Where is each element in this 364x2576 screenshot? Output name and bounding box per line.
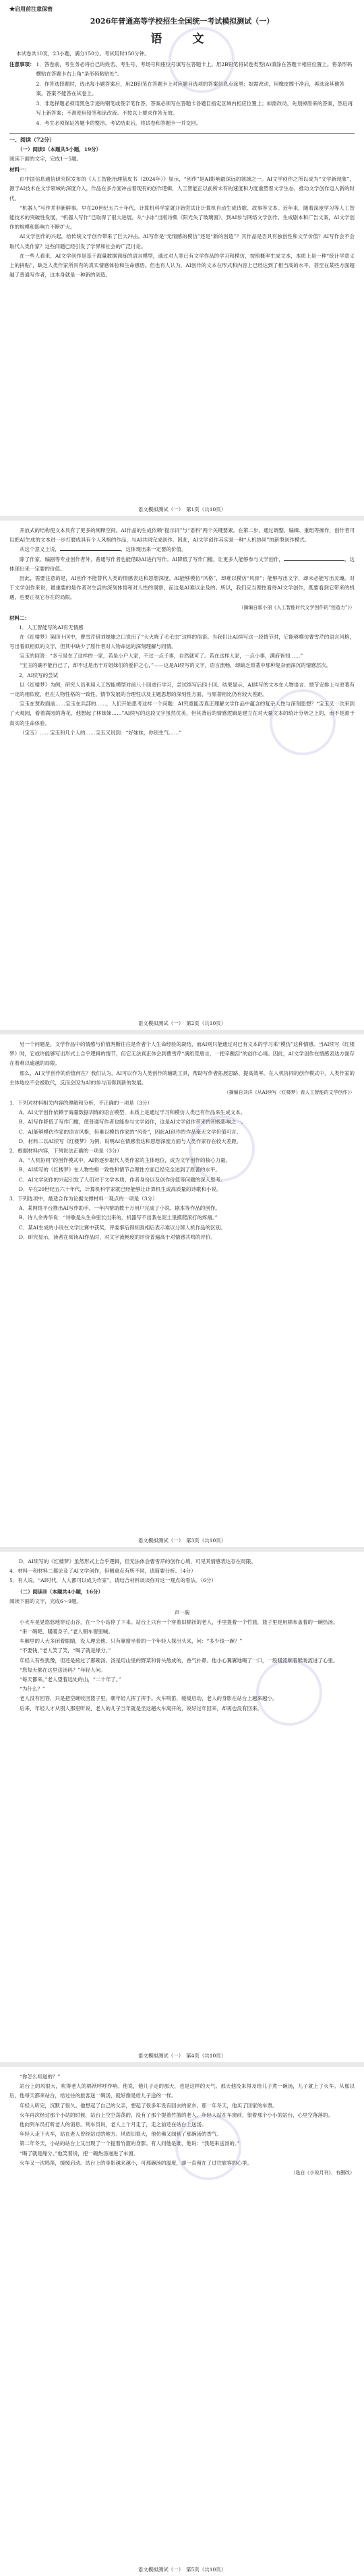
paragraph: 宝玉的回答：“多亏是在了这样的一家，若是小户人家，不过一点子事，自然就可了。若在这样人家，一点小事，满府皆知……” (20, 653, 303, 660)
answer-option[interactable]: D．AI续写的《红楼梦》虽然形式上合乎逻辑，但无法体会曹雪芹的创作心境，可见其情感表达存在局限。 (19, 1558, 256, 1564)
list-title: 2．AI续写的尝试 (19, 672, 59, 678)
answer-option[interactable]: A．AI文学创作依赖于海量数据训练的语言模型，本质上是通过学习和模仿人类已有作品来生成文本。 (19, 1109, 246, 1116)
paragraph: “每天都来。”老人望着远处的山，“二十年了。” (20, 1676, 121, 1683)
page-footer: 语文模拟测试（一） 第5页（共10页） (138, 2567, 226, 2573)
subsection-heading: （二）阅读Ⅱ（本题共4小题，16分） (18, 1588, 103, 1595)
answer-option[interactable]: B．诗人余秀华说：“诗歌是从生命里长出来的，机器写不出我在泥土里摸爬滚打的疼痛。” (19, 1214, 218, 1221)
notice-item: 4．考生必须保证答题卡的整洁。考试结束后，将试卷和答题卡一并交回。 (36, 120, 202, 126)
page-footer: 语文模拟测试（一） 第4页（共10页） (138, 2053, 226, 2059)
answer-option[interactable]: D．研究显示，读者在阅读AI作品时，对文字流畅度的评价普遍高于对情感共鸣的评价。 (19, 1233, 216, 1240)
answer-option[interactable]: C．AI文学创作的兴起引发了人们对于文学本质、作者身份以及创作价值等问题的深入思考。 (19, 1176, 226, 1183)
paragraph: 在一些人看来，AI文学创作是基于海量数据训练的语言模型，通过对人类已有文学作品的学习和模仿，按照概率生成文本，本质上是一种“统计学意义上的拼贴”，缺乏人类作家所具有的真实情感体验和生命感悟。但也有人认为，AI创作的文本在形式和内容上已经达到了相当高的水平，甚至在某些方面超越了普通写作者，这本身就是一种新的创造。 (9, 252, 355, 279)
notice-block (9, 60, 355, 129)
paragraph (9, 555, 355, 574)
paragraph: 因此，需要注意的是，AI创作不能替代人类的情感表达和思想深度。AI能够模仿“风格”，却难以模仿“风骨”；能够写出文字，却未必能写出灵魂。对于文学创作来说，最重要的是作者对生活的深刻体悟和对人性的洞察，而这是AI难以企及的。所以，我们应当理性看待AI文学创作，既要看到它带来的机遇，也要正视它存在的局限。 (9, 575, 355, 601)
page-footer: 语文模拟测试（一） 第2页（共10页） (138, 1020, 226, 1026)
source-note: （选自《小说月刊》，有删改） (291, 2170, 355, 2176)
answer-option[interactable]: B．AI写作降低了写作门槛，使普通写作者也能参与文学创作，这是AI文学创作带来的积极影响之一。 (19, 1119, 247, 1125)
story-title: 声一碗 (174, 1609, 190, 1616)
paragraph: 由中国信息通信研究院发布的《人工智能治理蓝皮书（2024年）》显示，“创作”是AI影响最深远的领域之一。AI文学创作之所以成为“文学新现象”，源于AI技术在文学领域的深度介入，作品在多方面冲击着现有的创作逻辑，人工智能正以前所未有的速度和力度重塑着文学生态，推动文学创作迈入新的时代。 (9, 176, 355, 202)
material-label: 材料一： (9, 167, 30, 173)
paragraph: “你怎么知道的？” (20, 2074, 61, 2080)
confidential-label: ★启用前注意保密 (9, 5, 53, 12)
page-5 (0, 2067, 364, 2576)
page-footer: 语文模拟测试（一） 第3页（共10页） (138, 1538, 226, 1544)
page-gap (0, 1547, 364, 1552)
answer-option[interactable]: A．某网络平台推出AI写作助手，一年内帮助数十万用户完成了小说、剧本等作品的创作。 (19, 1205, 220, 1212)
answer-option[interactable]: C．AI能够模仿作家的语言风格，但难以模仿作家的“风骨”，因此AI创作的作品毫无文学价值可言。 (19, 1128, 242, 1135)
question-stem: 1．下列对材料相关内容的理解和分析，不正确的一项是（3分） (9, 1100, 153, 1107)
page-footer: 语文模拟测试（一） 第1页（共10页） (138, 506, 226, 513)
paragraph: （宝玉）……宝玉和几个人的……宝玉又说到：“好妹妹，你别生气……” (20, 729, 182, 736)
page-gap (0, 2062, 364, 2067)
subsection-heading: （一）阅读Ⅰ（本题共5小题，19分） (18, 146, 102, 152)
paragraph: 火车又一次鸣笛，缓缓启动。站台上的身影越来越小，可那碗汤的温度，却一直留在了过往旅客的心里。 (20, 2159, 252, 2166)
paragraph-text: ，这体现出来一定要的价值。 (9, 556, 355, 572)
notice-label: 注意事项： (9, 61, 35, 67)
question-stem: 5．有人说，“AI时代，人人都可以成为作家”。请结合材料谈谈你对这一观点的看法。（6分） (9, 1577, 216, 1584)
paragraph: 宝玉在贾政面前……宝玉在兵部的……，人们开始思考这样一个问题：AI究竟能否真正理解文学作品中蕴含的复杂人性与深刻思想？“宝玉又一次来到了大观园，看着满园的落花，他想起了林妹妹……”AI续写的这段文字虽然优美，但其背后的情感逻辑是建立在对大量文本的统计分析之上的，而不是源于真实的生命体验。 (9, 701, 355, 726)
paragraph: AI文学创作的兴起，给传统文学创作带来了巨大冲击。AI写作是“无情感的模仿”还是“新的创造”？其作品是否具有独创性和文学价值？AI写作会不会取代人类作家？这些问题已经引发了学界和社会的广泛讨论。 (9, 233, 355, 250)
notice-item: 2．作答选择题时，选出每小题答案后，用2B铅笔在答题卡上对应题目选项的答案信息点涂黑；如需改动，用橡皮擦干净后，再选涂其他答案。答案不能答在试卷上。 (36, 81, 345, 96)
paragraph: 他向列车员打听老人的消息。列车员说，老人上个月走了，走之前还在站台上送汤。 (20, 2121, 207, 2128)
exam-meta: 本试卷共10页，23小题，满分150分。考试用时150分钟。 (16, 51, 150, 57)
paragraph: 年轻人走下火车，站在老人曾经站过的地方。风依旧很大，他仿佛又闻到了那碗汤的香气。 (20, 2131, 222, 2138)
reading-instruction: 阅读下面的文字，完成6～9题。 (9, 1598, 82, 1604)
paragraph: “不要钱，”老人笑了笑，“喝了就是缘分。” (20, 1647, 111, 1654)
page-1 (0, 0, 364, 516)
subject-title: 语 文 (150, 32, 214, 46)
answer-option[interactable]: A．“人机协同”的创作模式中，AI将逐步取代人类作家的主体地位，成为文学创作的核心力量。 (19, 1157, 231, 1164)
page-gap (0, 516, 364, 521)
paragraph: 小火车晃晃悠悠地穿过山谷，在一个小站停了下来。站台上只有一个穿着旧棉袄的老人，手里提着一个竹篮，篮子里是用棉布盖着的一碗热汤。 (20, 1618, 338, 1625)
paragraph: 那么，AI文学创作的价值何在？我们认为，AI可以作为人类创作的辅助工具，帮助写作者拓展思路、提高效率。在人机协同的创作模式中，人类作家的主体地位不会被取代，反而会因为AI的参与而得到新的发展。 (9, 1070, 355, 1086)
paragraph: 开放式的结构使文本具有了更多的阐释空间。AI作品的生成依赖“提示词”与“语料”两个关键要素。在第二步，通过调整、编辑、重组等操作，创作者可以把AI生成的文本进一步打磨成具有个人风格的作品，与AI共同完成创作。因此，AI文学创作其实是一种“人机协同”的新型创作模式。 (9, 527, 355, 544)
paragraph-text: 从这个意义上说， (20, 546, 60, 553)
paragraph: “您每天都在这里送汤吗？”年轻人问。 (20, 1666, 106, 1673)
page-2 (0, 521, 364, 1030)
paragraph: 年轻人有些犹豫，但还是接过了那碗汤。汤是用山里的野菜和骨头熬成的，香气扑鼻。他小心翼翼地喝了一口，一股暖流顺着喉咙流进了心里。 (20, 1657, 338, 1664)
answer-blank[interactable] (284, 555, 344, 561)
paragraph: 车厢里的人大多闭着眼睛，没人理会他。只有靠窗坐着的一个年轻人探出头来，问：“多少钱一碗？” (20, 1638, 243, 1645)
paragraph: “来一碗吧，暖暖身子。”老人朝车窗里喊。 (20, 1629, 113, 1635)
list-title: 1．人工智能写的AI有无情感 (19, 624, 84, 631)
paragraph (9, 545, 355, 554)
answer-option[interactable]: C．某AI生成的小说在文学比赛中获奖，评委事后得知真相后表示难以分辨人机作品的区别。 (19, 1224, 226, 1231)
paragraph: 后来，年轻人才从别人那里听说，老人的儿子当年就是坐这趟火车离开的，说好过年回来，却再也没有回来。 (20, 1705, 262, 1711)
answer-blank[interactable] (60, 545, 121, 551)
question-stem: 4．材料一和材料二都论及了AI文学创作，但侧重点有所不同，请简要分析。（4分） (9, 1568, 196, 1575)
paragraph: “机器人”写作并非新鲜事。早在20世纪五六十年代，计算机科学家就开始尝试让计算机自动生成诗歌、故事等文本。近年来，随着深度学习等人工智能技术的突破性发展，“机器人写作”已取得了很大进展。从“小冰”出版诗集《阳光失了玻璃窗》，到AI参与网络文学创作、生成剧本和广告文案，AI文学创作的规模和影响力不断扩大。 (9, 204, 355, 231)
answer-option[interactable]: D．材料二以AI续写《红楼梦》为例，说明AI在情感表达和思想深度方面与人类作家存在较大差距。 (19, 1138, 242, 1144)
section-heading: 一、阅读（72分） (9, 136, 55, 143)
answer-option[interactable]: B．AI续写的《红楼梦》在人物性格一致性和情节合理性方面已经完全达到了原著的水平。 (19, 1167, 220, 1173)
paragraph: 另一个问题是，文学作品中的情感与价值判断往往是作者个人生命经验的凝结，而AI则只能通过对已有文本的学习来“模仿”这种情感。当AI续写《红楼梦》时，它或许能够写出形式上合乎逻辑的情节，但它无法真正体会到曹雪芹“满纸荒唐言，一把辛酸泪”的创作心境。因此，AI文学创作在情感表达方面存在着难以逾越的局限。 (9, 1041, 355, 1067)
answer-option[interactable]: D．早在20世纪五六十年代，计算机科学家就已经能够让计算机生成高质量的诗歌和小说。 (19, 1185, 222, 1192)
material-label: 材料二： (9, 614, 30, 621)
paragraph: 在《红楼梦》第四十回中，曹雪芹借刘姥姥之口说出了“大火烧了毛毛虫”这样的俗语。当我们让AI续写这一段情节时，它能够模仿曹雪芹的语言风格，写出看似相似的文字，但其中缺少了原作者对人物命运的深刻理解与同情。 (9, 633, 355, 650)
paragraph-text: ，这体现出来一定要的价值。 (121, 546, 187, 553)
paragraph: “喝了就是缘分。”他笑着说，把一碗热汤递进了车窗。 (20, 2150, 139, 2157)
paragraph: “为什么？” (20, 1686, 45, 1693)
paragraph: 站台上的风很大，吹得老人的棉袄呼呼作响。他说，他儿子走的那天，也是这样的天气。那天他没来得及给儿子煮一碗汤，儿子就上了火车。从那以后，他每天都来站台，给过往的旅客送一碗汤，就好像是给儿子送的一样。 (9, 2083, 355, 2099)
notice-item: 3．非选择题必须用黑色字迹的钢笔或签字笔作答，答案必须写在答题卡各题目指定区域内相应位置上；如需改动，先划掉原来的答案，然后再写上新答案；不准使用铅笔和涂改液。不按以上要求作答无效。 (36, 100, 353, 116)
paragraph: 老人没有回答，只是把空碗收回篮子里，朝年轻人挥了挥手。火车鸣笛，缓缓启动，老人的身影在站台上越来越小。 (20, 1695, 278, 1702)
question-stem: 2．根据材料内容，下列说法正确的一项是（3分） (9, 1148, 123, 1154)
paragraph: 第二年冬天，小站的站台上又出现了一个提着竹篮的身影。有人问他是谁，他说：“我是来送汤的。” (20, 2140, 240, 2147)
paragraph: “宝玉的确不能自己了，却不过是出于对姐妹们的爱护之心，”——这是AI续写的文字，语言流畅，却缺乏原著中那种复杂而深沉的情感层次。 (20, 662, 332, 669)
paragraph: 以《红楼梦》为例，研究人员利用人工智能模型对前八十回进行学习，尝试续写后四十回。结果显示，AI续写的文本在人物语言、情节安排上与原著有一定的相似度，但在人物性格的一致性、情节发展的合理性以及主题思想的深刻性方面，与原著相比仍有较大差距。 (9, 681, 355, 698)
divider (9, 133, 355, 134)
paragraph: 年轻人听完，沉默了很久。他想起了自己的父亲，想起了很多年没有回去的家乡。那一年冬天，他买了回家的车票。 (20, 2102, 278, 2109)
exam-title: 2026年普通高等学校招生全国统一考试模拟测试（一） (90, 17, 274, 26)
source-note: （摘编自刘洋《从AI续写〈红楼梦〉看人工智能的文学创作》） (224, 1090, 355, 1096)
page-4 (0, 1552, 364, 2062)
paragraph: 火车再次经过那个小站的时候，站台上空空荡荡的，没有了那个提着竹篮的老人。年轻人站在车窗前，望着那个小小的站台，心里空落落的。 (20, 2111, 333, 2118)
page-gap (0, 1030, 364, 1034)
question-stem: 3．下列选项中，最适合作为论据支撑材料一观点的一项是（3分） (9, 1196, 158, 1202)
notice-item: 1．答卷前，考生务必将自己的姓名、考生号、考场号和座位号填写在答题卡上。用2B铅笔将试卷类型(A)填涂在答题卡相应位置上。将条形码横贴在答题卡右上角“条形码粘贴处”。 (36, 61, 353, 77)
page-3 (0, 1034, 364, 1547)
paragraph-text: 除了作家、编剧等专业创作者外，普通写作者也能借助AI进行写作。AI降低了写作门槛，让更多人能够参与文学创作， (20, 556, 284, 562)
reading-instruction: 阅读下面的文字，完成1～5题。 (9, 156, 82, 162)
source-note: （摘编自郭小丽《人工智能时代文学创作的“创造力”》） (239, 604, 355, 610)
